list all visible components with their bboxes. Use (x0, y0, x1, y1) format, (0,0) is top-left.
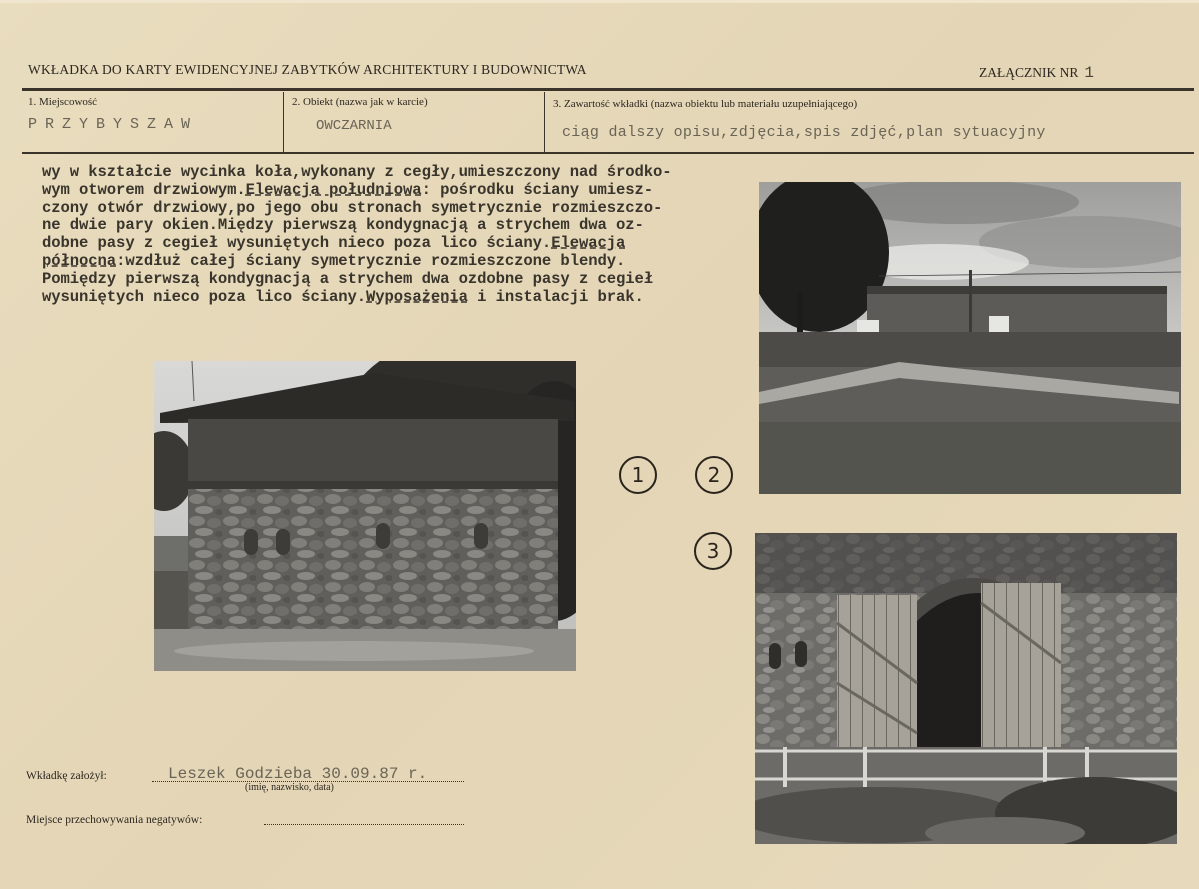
object-label: 2. Obiekt (nazwa jak w karcie) (292, 96, 428, 108)
desc-line: wym otworem drzwiowym.Elewacja południowa: pośrodku ściany umiesz- (42, 180, 654, 199)
contents-label: 3. Zawartość wkładki (nazwa obiektu lub materiału uzupełniającego) (553, 98, 858, 110)
locality-label: 1. Miejscowość (28, 96, 98, 108)
photo-building-facade (154, 361, 576, 671)
annex-label (979, 64, 1094, 82)
founder-label: Wkładkę założył: (26, 770, 107, 782)
heading-south-elevation: Elewacja południowa (245, 180, 422, 199)
card-edge (0, 0, 1199, 3)
annex-text: ZAŁĄCZNIK NR (979, 65, 1079, 80)
photo-farm-landscape (759, 182, 1181, 494)
founder-hint: (imię, nazwisko, data) (245, 782, 334, 793)
negatives-label: Miejsce przechowywania negatywów: (26, 814, 203, 826)
heading-north-elevation: Elewacja (551, 234, 626, 253)
heading-north-elevation-2: północna (42, 251, 117, 270)
negatives-dotline (264, 823, 464, 825)
desc-line: czony otwór drzwiowy,po jego obu stronach symetrycznie rozmieszczo- (42, 198, 663, 217)
object-value: OWCZARNIA (316, 118, 392, 134)
field-divider-2 (544, 92, 545, 152)
desc-line: ne dwie pary okien.Między pierwszą kondygnacją a strychem dwa oz- (42, 216, 644, 235)
photo-number-3: 3 (694, 532, 732, 570)
desc-line: dobne pasy z cegieł wysuniętych nieco poza lico ściany.Elewacja (42, 234, 626, 253)
description-text (42, 164, 762, 306)
photo-number-1: 1 (619, 456, 657, 494)
desc-line: Pomiędzy pierwszą kondygnacją a strychem dwa ozdobne pasy z cegieł (42, 269, 654, 288)
header-rule (22, 88, 1194, 91)
desc-line: wy w kształcie wycinka koła,wykonany z cegły,umieszczony nad środko- (42, 163, 672, 181)
photo-number-2: 2 (695, 456, 733, 494)
contents-value: ciąg dalszy opisu,zdjęcia,spis zdjęć,plan sytuacyjny (562, 124, 1046, 141)
field-divider-1 (283, 92, 284, 152)
fields-rule (22, 152, 1194, 154)
annex-number: 1 (1084, 64, 1094, 82)
card-title: WKŁADKA DO KARTY EWIDENCYJNEJ ZABYTKÓW ARCHITEKTURY I BUDOWNICTWA (28, 62, 587, 77)
desc-line: wysuniętych nieco poza lico ściany.Wyposażenia i instalacji brak. (42, 287, 644, 306)
photo-barn-door (755, 533, 1177, 844)
desc-line: północna:wzdłuż całej ściany symetrycznie rozmieszczone blendy. (42, 251, 626, 270)
heading-equipment: Wyposażenia (366, 287, 468, 306)
locality-value: PRZYBYSZAW (28, 116, 199, 133)
founder-value: Leszek Godzieba 30.09.87 r. (168, 765, 428, 783)
